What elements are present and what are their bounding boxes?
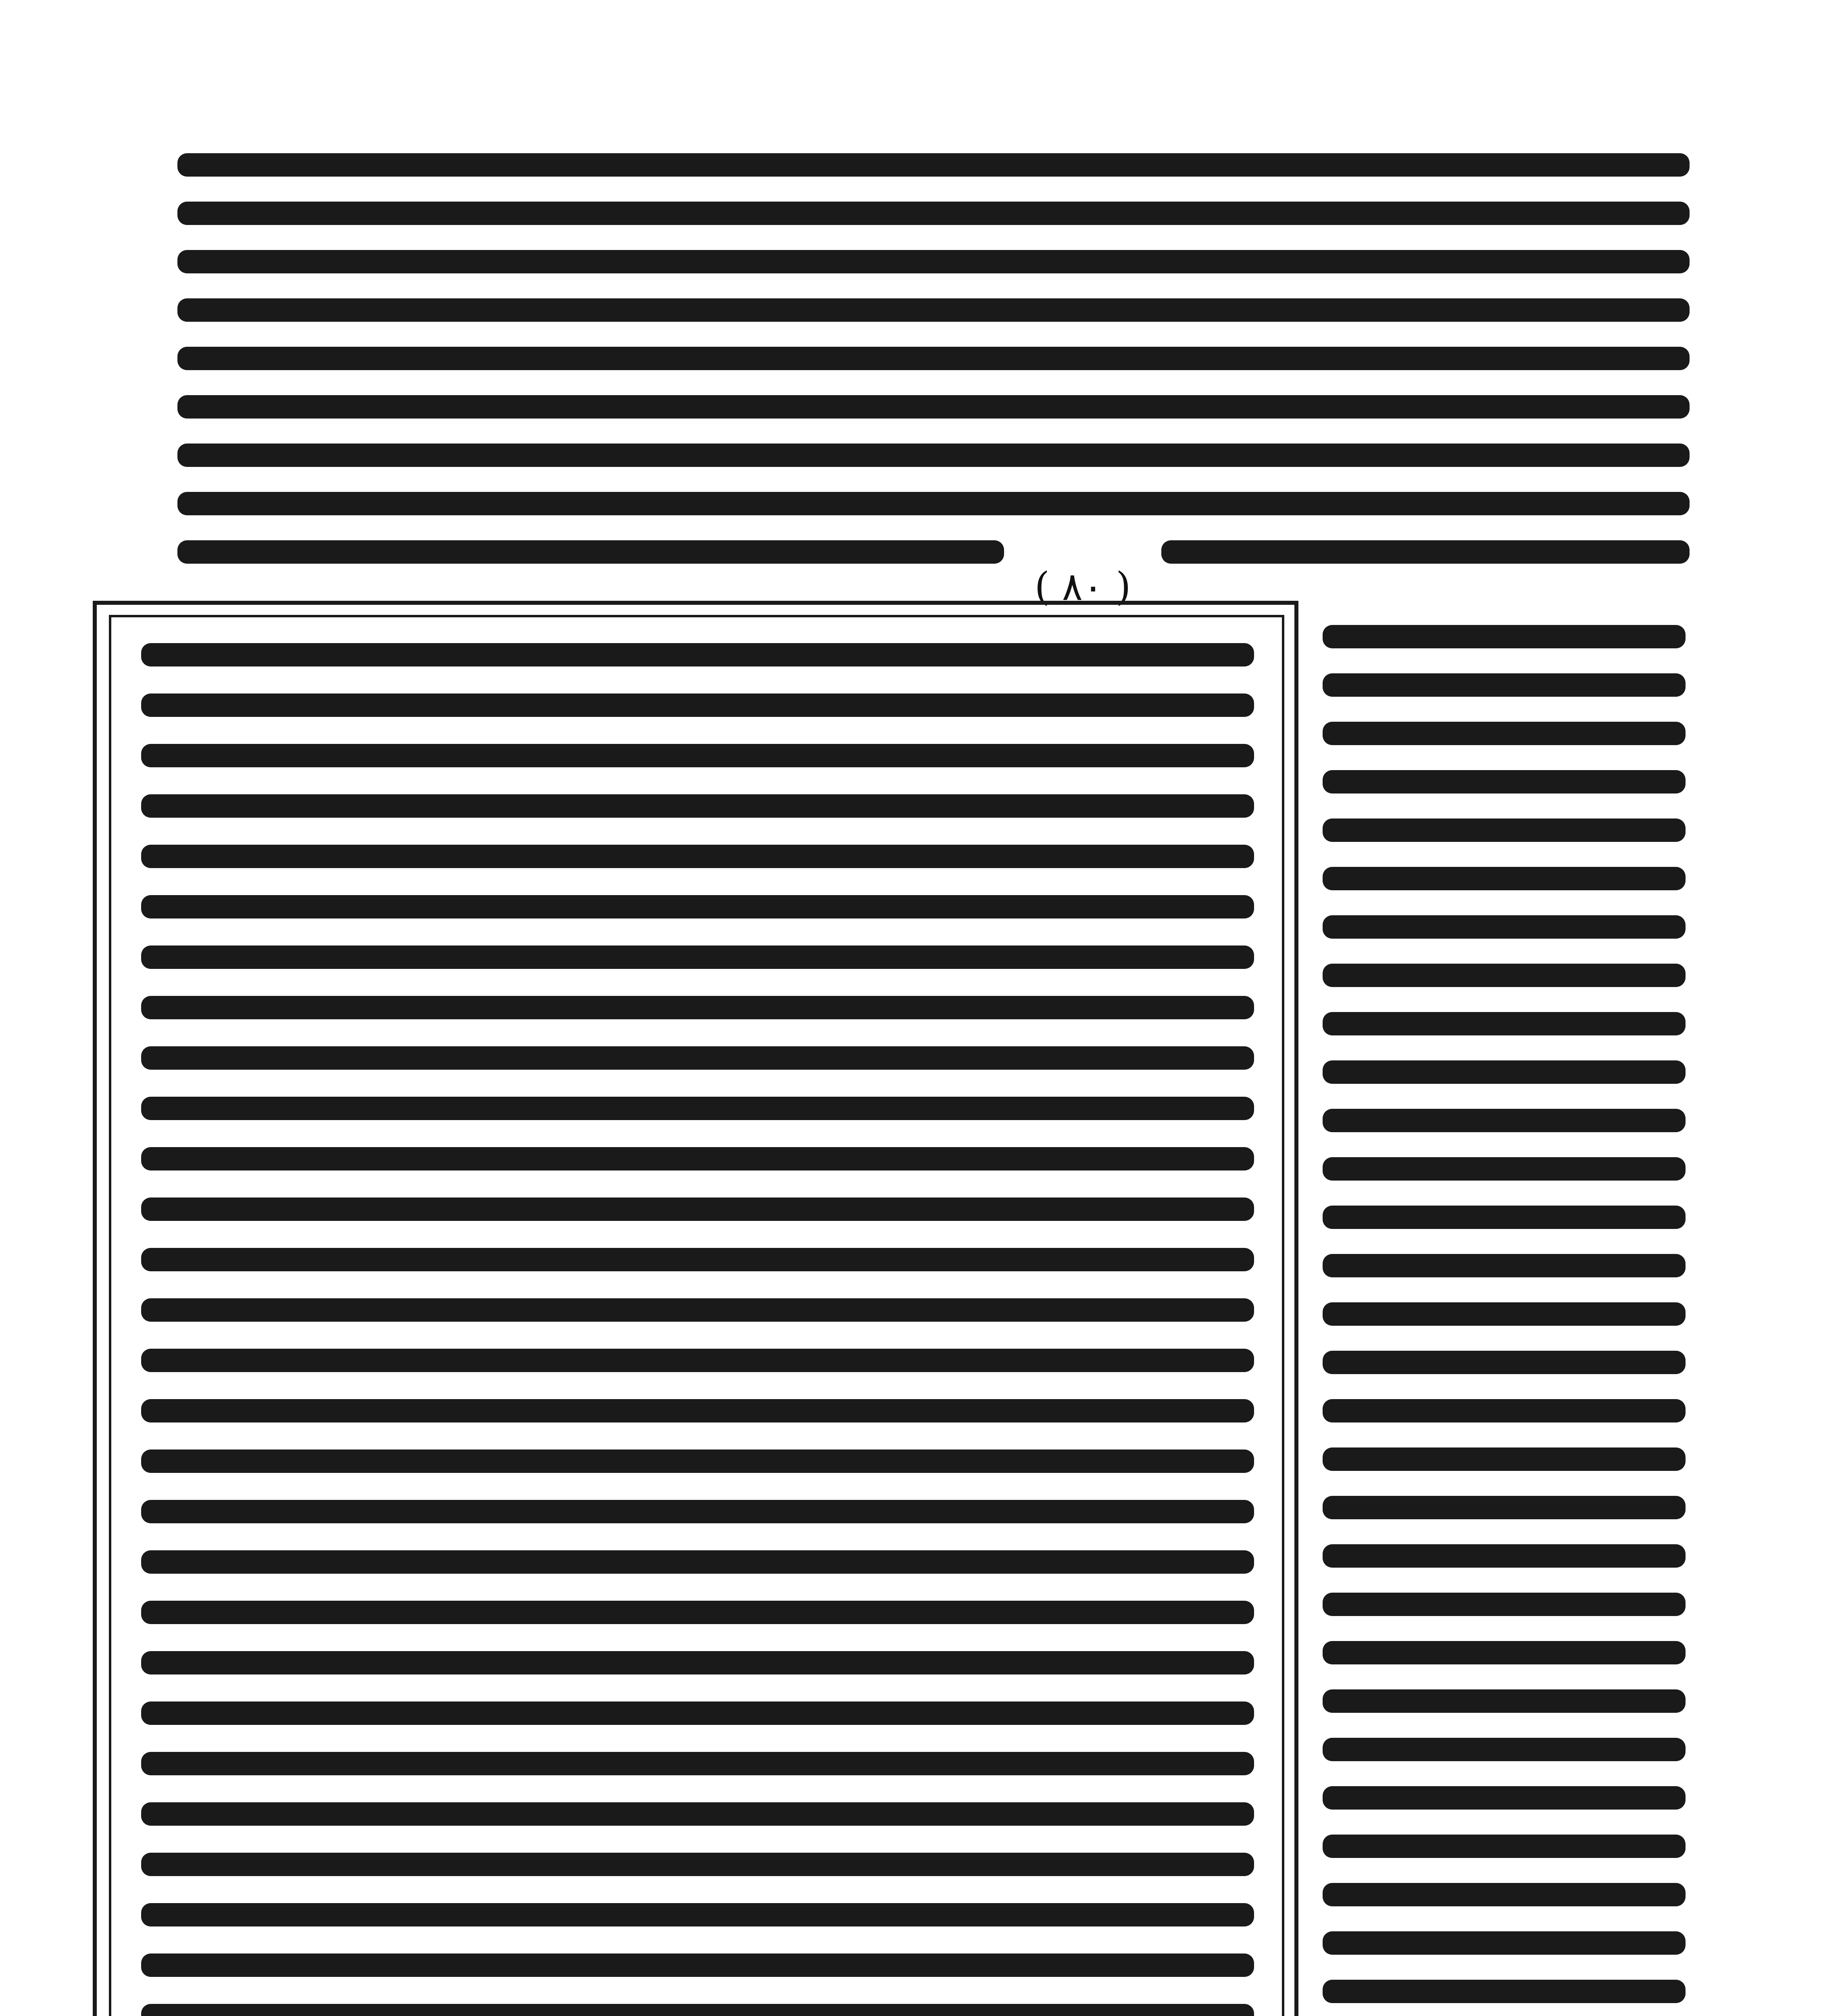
side-column xyxy=(1298,601,1702,2016)
page-number: ( ٨٠ ) xyxy=(1034,564,1131,609)
framed-main-text xyxy=(109,615,1284,2016)
top-commentary xyxy=(0,0,1844,601)
